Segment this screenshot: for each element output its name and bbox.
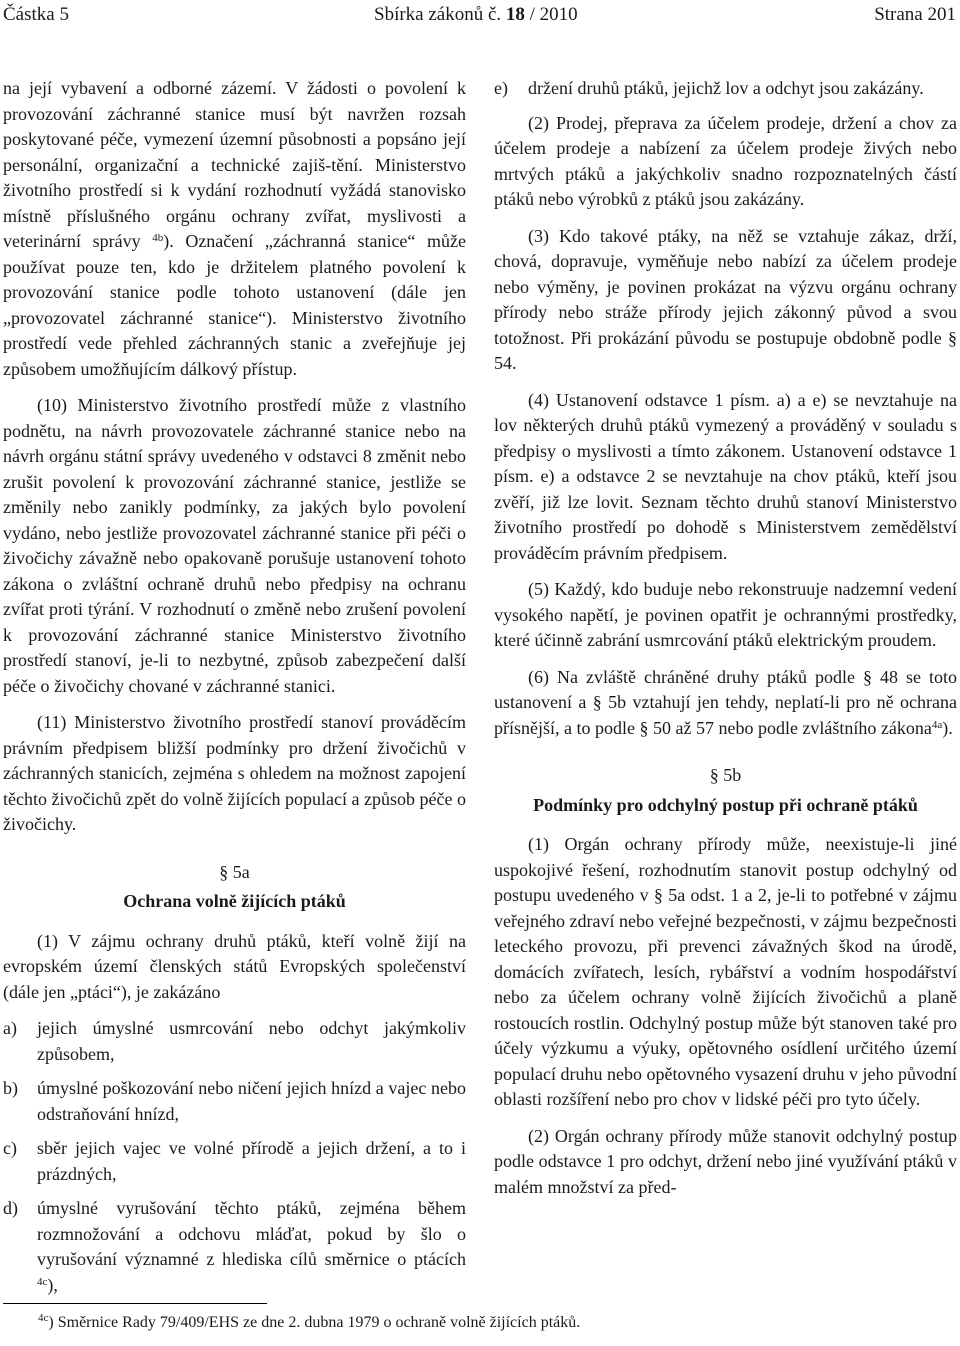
paragraph-5: (5) Každý, kdo buduje nebo rekonstruuje nadzemní vedení vysokého napětí, je povinen opatřit je ochrannými prostředky, které účinně zabrání usmrcování ptáků elektrickým proudem. xyxy=(494,579,957,650)
list-item-text-wrap xyxy=(37,1196,466,1298)
section-5a-title: Ochrana volně žijících ptáků xyxy=(123,891,346,911)
list-item-e xyxy=(494,76,957,102)
section-5a-paragraph-1: (1) V zájmu ochrany druhů ptáků, kteří volně žijí na evropském území členských států Evropských společenství (dále jen „ptáci“), je zakázáno xyxy=(3,930,466,1002)
footnote-mark: 4c xyxy=(38,1312,49,1324)
paragraph-6-end: ). xyxy=(942,717,953,738)
header-year: / 2010 xyxy=(524,4,578,25)
list-item-d xyxy=(3,1196,466,1298)
header-part: Částka 5 xyxy=(3,4,69,25)
paragraph-4: (4) Ustanovení odstavce 1 písm. a) a e) se nevztahuje na lov některých druhů ptáků vymezený a prováděný v souladu s předpisy o myslivosti a tímto zákonem. Ustanovení odstavce 1 písm. e) a odstavce 2 se nevztahuje na chov ptáků, kteří jsou zvěří, již lze lovit. Seznam těchto druhů stanoví Ministerstvo životního prostředí po dohodě s Ministerstvem zemědělství prováděcím právním předpisem. xyxy=(494,389,957,563)
paragraph-continuation-text: na její vybavení a odborné zázemí. V žádosti o povolení k provozování záchranné stanice musí být navržen rozsah poskytované péče, vymezení územní působnosti a popsáno její personální, organizační a technické zajiš-tění. Ministerstvo životního prostředí si k vydání rozhodnutí vyžádá stanovisko místně příslušného orgánu ochrany zvířat, myslivosti a veterinární správy xyxy=(3,78,466,251)
list-item-text: úmyslné poškozování nebo ničení jejich hnízd a vajec nebo odstraňování hnízd, xyxy=(37,1078,466,1124)
list-item-text-end: ), xyxy=(47,1274,58,1295)
list-item-text: jejich úmyslné usmrcování nebo odchyt jakýmkoliv způsobem, xyxy=(37,1018,466,1064)
list-item-text: držení druhů ptáků, jejichž lov a odchyt jsou zakázány. xyxy=(528,78,924,98)
section-5b-sign: § 5b xyxy=(709,765,742,785)
header-collection-prefix: Sbírka zákonů č. xyxy=(374,4,506,25)
page-header xyxy=(0,4,960,36)
paragraph-6 xyxy=(494,665,957,742)
paragraph-11: (11) Ministerstvo životního prostředí stanoví prováděcím právním předpisem bližší podmínky pro držení živočichů v záchranných stanicích, zejména s ohledem na možnost zapojení těchto živočichů zpět do volně žijících populací a způsob péče o živočichy. xyxy=(3,712,466,834)
list-item-label: a) xyxy=(3,1018,17,1038)
list-item-c xyxy=(3,1136,466,1187)
list-item-label: e) xyxy=(494,78,508,98)
paragraph-6-text: (6) Na zvláště chráněné druhy ptáků podle § 48 se toto ustanovení a § 5b vztahují jen tehdy, neplatí-li pro ně ochrana přísnější, a to podle § 50 až 57 nebo podle zvláštního zákona xyxy=(494,666,957,738)
right-column xyxy=(494,76,957,1211)
section-5a-sign: § 5a xyxy=(219,861,250,882)
header-page: Strana 201 xyxy=(874,4,956,25)
header-collection xyxy=(374,4,578,26)
list-item-label: d) xyxy=(3,1198,18,1218)
section-5b-paragraph-2: (2) Orgán ochrany přírody může stanovit odchylný postup podle odstavce 1 pro odchyt, držení nebo jiné využívání ptáků v malém množství za před- xyxy=(494,1125,957,1197)
list-item-a xyxy=(3,1016,466,1067)
footnote-4c xyxy=(38,1314,580,1332)
footnote-text: ) Směrnice Rady 79/409/EHS ze dne 2. dubna 1979 o ochraně volně žijících ptáků. xyxy=(48,1314,581,1331)
footnote-ref-4b: 4b xyxy=(152,232,164,244)
paragraph-2: (2) Prodej, přeprava za účelem prodeje, držení a chov za účelem prodeje a nabízení za účelem prodeje živých nebo mrtvých ptáků a jakýchkoliv snadno rozpoznatelných částí ptáků nebo výrobků z ptáků jsou zakázány. xyxy=(494,112,957,209)
paragraph-continuation xyxy=(3,76,466,382)
header-number: 18 xyxy=(505,4,525,25)
list-item-b xyxy=(3,1076,466,1127)
left-column xyxy=(3,76,466,1307)
list-item-label: b) xyxy=(3,1078,18,1098)
list-item-text: sběr jejich vajec ve volné přírodě a jejich držení, a to i prázdných, xyxy=(37,1138,466,1184)
paragraph-10: (10) Ministerstvo životního prostředí může z vlastního podnětu, na návrh provozovatele záchranné stanice nebo na návrh orgánu státní správy uvedeného v odstavci 8 změnit nebo zrušit povolení k provozování záchranné stanice, jestliže se změnily nebo zanikly podmínky, za jakých bylo povolení vydáno, nebo jestliže provozovatel záchranné stanice při péči o živočichy závažně nebo opakovaně porušuje ustanovení tohoto zákona o zvláštní ochraně druhů nebo předpisy na ochranu zvířat proti týrání. V rozhodnutí o změně nebo zrušení povolení k provozování záchranné stanice Ministerstvo životního prostředí stanoví, je-li to nezbytné, způsob zabezpečení další péče o živočichy chované v záchranné stanici. xyxy=(3,395,466,696)
footnote-ref-4c: 4c xyxy=(37,1275,48,1288)
footnote-ref-4a: 4a xyxy=(931,718,943,731)
paragraph-3: (3) Kdo takové ptáky, na něž se vztahuje zákaz, drží, chová, dopravuje, vyměňuje nebo nabízí za účelem prodeje nebo výměny, je povinen prokázat na výzvu orgánu ochrany přírody nebo stráže přírody jejich zákonný původ a svou totožnost. Při prokázání původu se postupuje obdobně podle § 54. xyxy=(494,225,957,373)
section-5b-paragraph-1: (1) Orgán ochrany přírody může, neexistuje-li jiné uspokojivé řešení, rozhodnutím stanovit postup odchylný od postupu uvedeného v § 5a odst. 1 a 2, je-li to potřebné v zájmu veřejného zdraví nebo veřejné bezpečnosti, v zájmu bezpečnosti leteckého provozu, při prevenci závažných škod na úrodě, domácích zvířatech, lesích, rybářství a vodním hospodářství nebo za účelem ochrany volně žijících živočichů a planě rostoucích rostlin. Odchylný postup může být stanoven také pro účely výzkumu a výuky, opětovného osídlení určitého území populací druhu nebo opětovného vysazení druhu v jeho původní oblasti rozšíření nebo pro chov v lidské péči pro tyto účely. xyxy=(494,834,957,1109)
section-5b-title: Podmínky pro odchylný postup při ochraně ptáků xyxy=(533,794,918,815)
paragraph-continuation-text-2: ). Označení „záchranná stanice“ může používat pouze ten, kdo je držitelem platného povolení k provozování stanice podle tohoto ustanovení (dále jen „provozovatel záchranné stanice“). Ministerstvo životního prostředí vede přehled záchranných stanic a zveřejňuje jej způsobem umožňujícím dálkový přístup. xyxy=(3,231,467,379)
list-item-label: c) xyxy=(3,1138,17,1158)
footnote-divider xyxy=(3,1303,267,1304)
list-item-text: úmyslné vyrušování těchto ptáků, zejména během rozmnožování a odchovu mláďat, pokud by šlo o vyrušování významné z hlediska cílů směrnice o ptácích xyxy=(37,1198,466,1269)
